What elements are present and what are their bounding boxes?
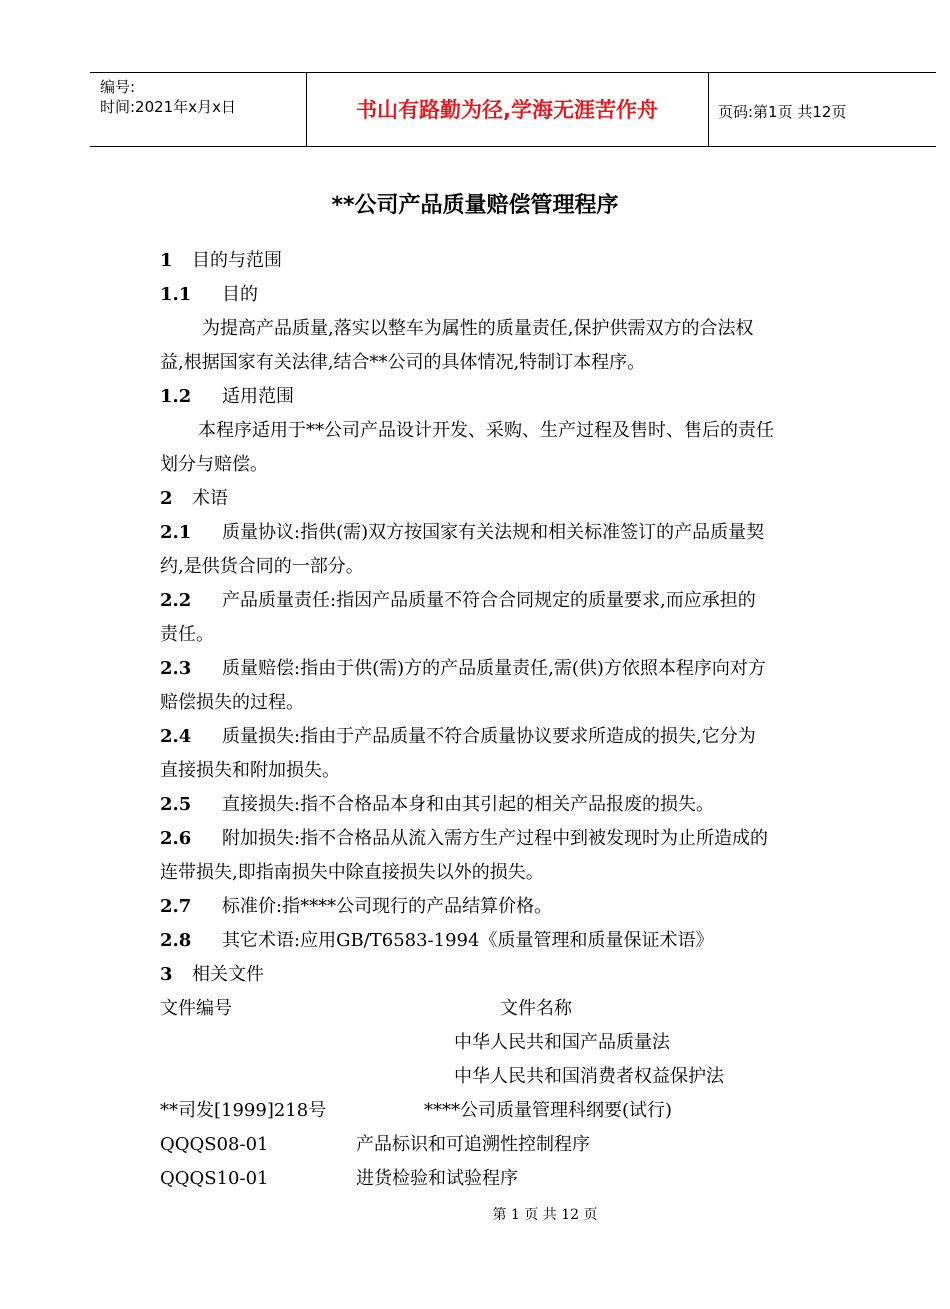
- section-number: 1.2: [160, 386, 192, 407]
- header-meta: [100, 77, 236, 117]
- doc-name: 中华人民共和国产品质量法: [454, 1032, 670, 1053]
- page-footer: 第 1 页 共 12 页: [492, 1207, 598, 1223]
- docs-table-row: [160, 1060, 870, 1094]
- subsection-heading: [160, 380, 870, 414]
- doc-name: 进货检验和试验程序: [356, 1168, 518, 1189]
- term-text: 附加损失:指不合格品从流入需方生产过程中到被发现时为止所造成的: [222, 828, 769, 849]
- section-title: 术语: [192, 488, 228, 509]
- term-text: 直接损失:指不合格品本身和由其引起的相关产品报废的损失。: [222, 794, 715, 815]
- section-title: 适用范围: [222, 386, 294, 407]
- section-title: 目的: [222, 284, 258, 305]
- docs-table-row: [160, 1094, 870, 1128]
- doc-number: QQQS08-01: [160, 1134, 269, 1155]
- section-number: 2: [160, 488, 173, 509]
- docs-table-header: [160, 992, 870, 1026]
- document-title: **公司产品质量赔偿管理程序: [331, 193, 619, 218]
- term-continuation: 责任。: [160, 624, 214, 645]
- term-definition: [160, 584, 870, 618]
- doc-name: 中华人民共和国消费者权益保护法: [454, 1066, 724, 1087]
- doc-name: 产品标识和可追溯性控制程序: [356, 1134, 590, 1155]
- doc-name: ****公司质量管理科纲要(试行): [424, 1100, 673, 1121]
- section-heading: [160, 244, 870, 278]
- document-body: [160, 244, 870, 1196]
- term-continuation: 直接损失和附加损失。: [160, 760, 340, 781]
- term-text: 产品质量责任:指因产品质量不符合合同规定的质量要求,而应承担的: [222, 590, 756, 611]
- term-number: 2.6: [160, 828, 192, 849]
- section-heading: [160, 958, 870, 992]
- term-definition: [160, 652, 870, 686]
- section-heading: [160, 482, 870, 516]
- term-continuation: 连带损失,即指南损失中除直接损失以外的损失。: [160, 862, 544, 883]
- term-continuation: 约,是供货合同的一部分。: [160, 556, 364, 577]
- document-time: 时间:2021年x月x日: [100, 98, 236, 116]
- docs-table-row: [160, 1162, 870, 1196]
- term-number: 2.2: [160, 590, 192, 611]
- docs-table-row: [160, 1026, 870, 1060]
- docs-col-name-header: 文件名称: [500, 998, 572, 1019]
- paragraph-line: 益,根据国家有关法律,结合**公司的具体情况,特制订本程序。: [160, 352, 646, 373]
- section-title: 相关文件: [192, 964, 264, 985]
- term-definition: [160, 890, 870, 924]
- header-divider: [708, 73, 709, 146]
- paragraph-line: 为提高产品质量,落实以整车为属性的质量责任,保护供需双方的合法权: [202, 318, 754, 339]
- header-divider: [306, 73, 307, 146]
- docs-table-row: [160, 1128, 870, 1162]
- term-definition: [160, 720, 870, 754]
- term-number: 2.4: [160, 726, 192, 747]
- header-page-info: 页码:第1页 共12页: [718, 103, 847, 121]
- term-number: 2.5: [160, 794, 192, 815]
- term-definition: [160, 516, 870, 550]
- header-motto: 书山有路勤为径,学海无涯苦作舟: [356, 98, 658, 122]
- term-definition: [160, 924, 870, 958]
- paragraph-line: 本程序适用于**公司产品设计开发、采购、生产过程及售时、售后的责任: [198, 420, 774, 441]
- term-definition: [160, 822, 870, 856]
- docs-col-number-header: 文件编号: [160, 998, 232, 1019]
- section-number: 3: [160, 964, 173, 985]
- section-number: 1.1: [160, 284, 192, 305]
- term-text: 其它术语:应用GB/T6583-1994《质量管理和质量保证术语》: [222, 930, 714, 951]
- term-text: 标准价:指****公司现行的产品结算价格。: [222, 896, 553, 917]
- term-text: 质量协议:指供(需)双方按国家有关法规和相关标准签订的产品质量契: [222, 522, 765, 543]
- term-number: 2.7: [160, 896, 192, 917]
- doc-number: QQQS10-01: [160, 1168, 269, 1189]
- subsection-heading: [160, 278, 870, 312]
- document-number-label: 编号:: [100, 78, 136, 96]
- term-continuation: 赔偿损失的过程。: [160, 692, 304, 713]
- document-header: [90, 72, 936, 147]
- term-number: 2.1: [160, 522, 192, 543]
- term-text: 质量赔偿:指由于供(需)方的产品质量责任,需(供)方依照本程序向对方: [222, 658, 766, 679]
- term-text: 质量损失:指由于产品质量不符合质量协议要求所造成的损失,它分为: [222, 726, 756, 747]
- section-title: 目的与范围: [192, 250, 282, 271]
- term-number: 2.8: [160, 930, 192, 951]
- paragraph-line: 划分与赔偿。: [160, 454, 268, 475]
- term-definition: [160, 788, 870, 822]
- term-number: 2.3: [160, 658, 192, 679]
- section-number: 1: [160, 250, 173, 271]
- doc-number: **司发[1999]218号: [160, 1100, 327, 1121]
